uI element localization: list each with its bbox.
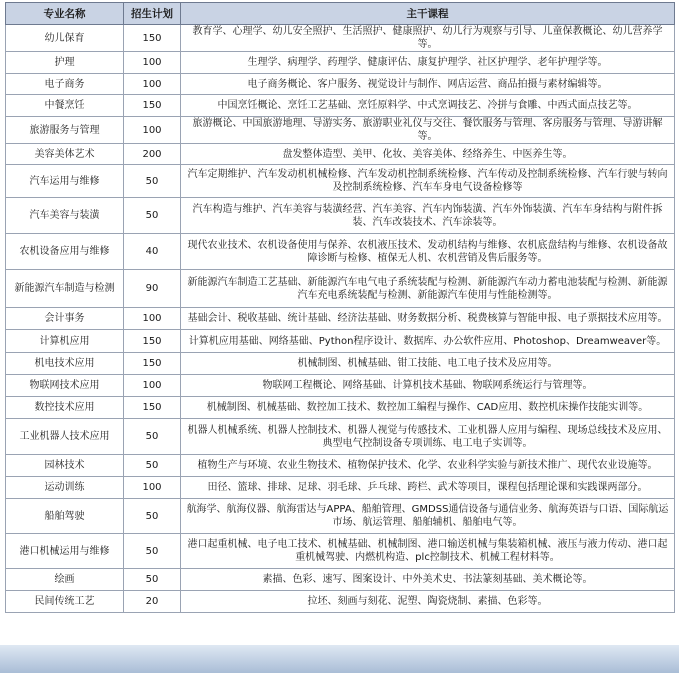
table-row	[6, 591, 675, 613]
plan-cell: 50	[124, 198, 181, 234]
courses-cell: 新能源汽车制造工艺基础、新能源汽车电气电子系统装配与检测、新能源汽车动力蓄电池装配与检测、新能源汽车充电系统装配与检测、新能源汽车使用与性能检测等。	[181, 270, 675, 308]
plan-cell: 100	[124, 375, 181, 397]
courses-cell: 机器人机械系统、机器人控制技术、机器人视觉与传感技术、工业机器人应用与编程、现场总线技术及应用、典型电气控制设备专项训练、电工电子实训等。	[181, 419, 675, 455]
courses-cell: 基础会计、税收基础、统计基础、经济法基础、财务数据分析、税费核算与智能申报、电子票据技术应用等。	[181, 308, 675, 330]
courses-cell: 植物生产与环境、农业生物技术、植物保护技术、化学、农业科学实验与新技术推广、现代农业设施等。	[181, 455, 675, 477]
header-plan: 招生计划	[124, 3, 181, 25]
table-row	[6, 330, 675, 353]
courses-cell: 机械制图、机械基础、数控加工技术、数控加工编程与操作、CAD应用、数控机床操作技能实训等。	[181, 397, 675, 419]
plan-cell: 50	[124, 165, 181, 198]
table-row	[6, 353, 675, 375]
courses-cell: 盘发整体造型、美甲、化妆、美容美体、经络养生、中医养生等。	[181, 144, 675, 165]
table-row	[6, 165, 675, 198]
table-header-row	[6, 3, 675, 25]
enrollment-table	[5, 2, 675, 613]
major-cell: 民间传统工艺	[6, 591, 124, 613]
header-courses: 主干课程	[181, 3, 675, 25]
major-cell: 幼儿保育	[6, 25, 124, 52]
major-cell: 电子商务	[6, 74, 124, 95]
table-row	[6, 95, 675, 117]
major-cell: 船舶驾驶	[6, 499, 124, 534]
plan-cell: 100	[124, 477, 181, 499]
table-body	[6, 25, 675, 613]
table-row	[6, 117, 675, 144]
major-cell: 中餐烹饪	[6, 95, 124, 117]
major-cell: 园林技术	[6, 455, 124, 477]
courses-cell: 机械制图、机械基础、钳工技能、电工电子技术及应用等。	[181, 353, 675, 375]
plan-cell: 150	[124, 397, 181, 419]
table-row	[6, 234, 675, 270]
courses-cell: 生理学、病理学、药理学、健康评估、康复护理学、社区护理学、老年护理学等。	[181, 52, 675, 74]
courses-cell: 计算机应用基础、网络基础、Python程序设计、数据库、办公软件应用、Photoshop、Dreamweaver等。	[181, 330, 675, 353]
major-cell: 物联网技术应用	[6, 375, 124, 397]
plan-cell: 40	[124, 234, 181, 270]
major-cell: 绘画	[6, 569, 124, 591]
major-cell: 旅游服务与管理	[6, 117, 124, 144]
major-cell: 运动训练	[6, 477, 124, 499]
plan-cell: 50	[124, 419, 181, 455]
courses-cell: 教育学、心理学、幼儿安全照护、生活照护、健康照护、幼儿行为观察与引导、儿童保教概论、幼儿营养学等。	[181, 25, 675, 52]
courses-cell: 物联网工程概论、网络基础、计算机技术基础、物联网系统运行与管理等。	[181, 375, 675, 397]
table-row	[6, 52, 675, 74]
plan-cell: 50	[124, 499, 181, 534]
major-cell: 机电技术应用	[6, 353, 124, 375]
plan-cell: 100	[124, 308, 181, 330]
plan-cell: 150	[124, 353, 181, 375]
courses-cell: 拉坯、刻画与刻花、泥塑、陶瓷烧制、素描、色彩等。	[181, 591, 675, 613]
courses-cell: 素描、色彩、速写、图案设计、中外美术史、书法篆刻基础、美术概论等。	[181, 569, 675, 591]
plan-cell: 50	[124, 569, 181, 591]
courses-cell: 航海学、航海仪器、航海雷达与APPA、船舶管理、GMDSS通信设备与通信业务、航海英语与口语、国际航运市场、航运管理、船舶辅机、船舶电气等。	[181, 499, 675, 534]
table-row	[6, 144, 675, 165]
major-cell: 农机设备应用与维修	[6, 234, 124, 270]
enrollment-table-container	[5, 2, 674, 613]
plan-cell: 200	[124, 144, 181, 165]
courses-cell: 现代农业技术、农机设备使用与保养、农机液压技术、发动机结构与维修、农机底盘结构与维修、农机设备故障诊断与检修、植保无人机、农机营销及售后服务等。	[181, 234, 675, 270]
table-row	[6, 397, 675, 419]
plan-cell: 100	[124, 52, 181, 74]
table-row	[6, 419, 675, 455]
plan-cell: 150	[124, 25, 181, 52]
plan-cell: 50	[124, 455, 181, 477]
plan-cell: 50	[124, 534, 181, 569]
courses-cell: 汽车构造与维护、汽车美容与装潢经营、汽车美容、汽车内饰装潢、汽车外饰装潢、汽车车身结构与附件拆装、汽车改装技术、汽车涂装等。	[181, 198, 675, 234]
table-row	[6, 477, 675, 499]
major-cell: 港口机械运用与维修	[6, 534, 124, 569]
plan-cell: 150	[124, 330, 181, 353]
table-row	[6, 455, 675, 477]
table-row	[6, 534, 675, 569]
major-cell: 美容美体艺术	[6, 144, 124, 165]
courses-cell: 旅游概论、中国旅游地理、导游实务、旅游职业礼仪与交往、餐饮服务与管理、客房服务与管理、导游讲解等。	[181, 117, 675, 144]
table-row	[6, 270, 675, 308]
plan-cell: 90	[124, 270, 181, 308]
courses-cell: 电子商务概论、客户服务、视觉设计与制作、网店运营、商品拍摄与素材编辑等。	[181, 74, 675, 95]
major-cell: 新能源汽车制造与检测	[6, 270, 124, 308]
plan-cell: 100	[124, 117, 181, 144]
major-cell: 会计事务	[6, 308, 124, 330]
table-row	[6, 74, 675, 95]
major-cell: 计算机应用	[6, 330, 124, 353]
plan-cell: 100	[124, 74, 181, 95]
table-row	[6, 198, 675, 234]
table-row	[6, 499, 675, 534]
footer-bar	[0, 645, 679, 673]
table-row	[6, 569, 675, 591]
table-row	[6, 25, 675, 52]
major-cell: 数控技术应用	[6, 397, 124, 419]
major-cell: 护理	[6, 52, 124, 74]
courses-cell: 中国烹饪概论、烹饪工艺基础、烹饪原料学、中式烹调技艺、冷拼与食雕、中西式面点技艺等。	[181, 95, 675, 117]
courses-cell: 田径、篮球、排球、足球、羽毛球、乒乓球、跨栏、武术等项目，课程包括理论课和实践课两部分。	[181, 477, 675, 499]
courses-cell: 港口起重机械、电子电工技术、机械基础、机械制图、港口输送机械与集装箱机械、液压与液力传动、港口起重机械驾驶、内燃机构造、plc控制技术、机械工程材料等。	[181, 534, 675, 569]
plan-cell: 150	[124, 95, 181, 117]
table-row	[6, 375, 675, 397]
courses-cell: 汽车定期维护、汽车发动机机械检修、汽车发动机控制系统检修、汽车传动及控制系统检修、汽车行驶与转向及控制系统检修、汽车车身电气设备检修等	[181, 165, 675, 198]
major-cell: 汽车美容与装潢	[6, 198, 124, 234]
major-cell: 汽车运用与维修	[6, 165, 124, 198]
table-row	[6, 308, 675, 330]
plan-cell: 20	[124, 591, 181, 613]
major-cell: 工业机器人技术应用	[6, 419, 124, 455]
header-major: 专业名称	[6, 3, 124, 25]
